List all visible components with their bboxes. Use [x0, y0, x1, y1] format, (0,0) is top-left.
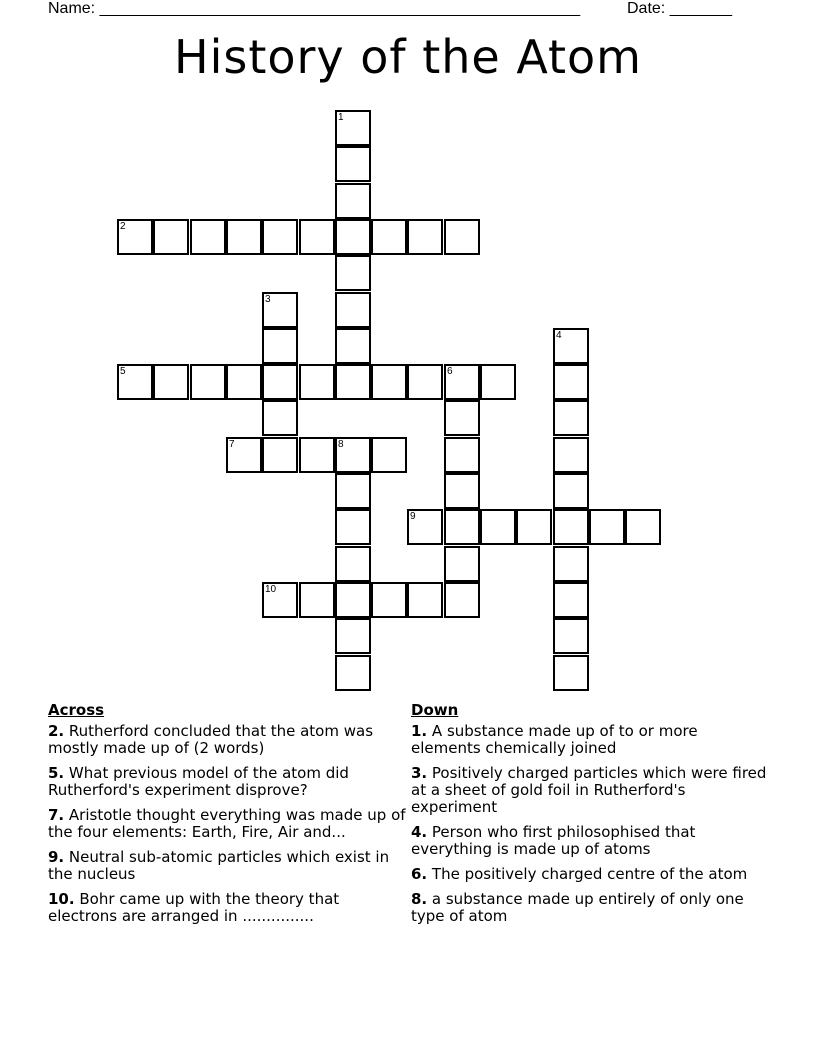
crossword-cell[interactable]	[335, 546, 371, 582]
date-label: Date: _______	[627, 0, 732, 17]
clue-text: Aristotle thought everything was made up of the four elements: Earth, Fire, Air and...	[48, 806, 406, 841]
crossword-cell[interactable]	[553, 364, 589, 400]
clue-number: 2.	[48, 722, 65, 740]
crossword-cell[interactable]	[117, 364, 153, 400]
crossword-cell[interactable]	[553, 328, 589, 364]
clue-number: 3.	[411, 764, 428, 782]
clue-number: 6	[447, 366, 453, 377]
clue-text: a substance made up entirely of only one type of atom	[411, 890, 744, 925]
clue-number: 4	[556, 330, 562, 341]
crossword-cell[interactable]	[480, 364, 516, 400]
clue-number: 5	[120, 366, 126, 377]
crossword-cell[interactable]	[299, 364, 335, 400]
crossword-cell[interactable]	[335, 183, 371, 219]
crossword-cell[interactable]	[117, 219, 153, 255]
clue-number: 9	[410, 511, 416, 522]
crossword-cell[interactable]	[335, 328, 371, 364]
clue-text: A substance made up of to or more elements chemically joined	[411, 722, 698, 757]
clue-number: 7	[229, 439, 235, 450]
crossword-cell[interactable]	[553, 582, 589, 618]
crossword-cell[interactable]	[153, 219, 189, 255]
name-label: Name: ______________________________________________________	[48, 0, 581, 17]
crossword-cell[interactable]	[371, 437, 407, 473]
crossword-cell[interactable]	[335, 582, 371, 618]
crossword-cell[interactable]	[407, 582, 443, 618]
clue-text: Bohr came up with the theory that electrons are arranged in ...............	[48, 890, 340, 925]
crossword-cell[interactable]	[262, 437, 298, 473]
crossword-cell[interactable]	[444, 582, 480, 618]
crossword-cell[interactable]	[335, 473, 371, 509]
down-clue-list	[411, 723, 771, 925]
crossword-cell[interactable]	[444, 509, 480, 545]
crossword-cell[interactable]	[335, 146, 371, 182]
crossword-cell[interactable]	[444, 400, 480, 436]
crossword-cell[interactable]	[553, 618, 589, 654]
crossword-cell[interactable]	[553, 400, 589, 436]
down-heading: Down	[411, 701, 459, 719]
crossword-cell[interactable]	[444, 364, 480, 400]
clue-number: 10.	[48, 890, 75, 908]
crossword-cell[interactable]	[299, 219, 335, 255]
crossword-cell[interactable]	[371, 219, 407, 255]
crossword-cell[interactable]	[262, 219, 298, 255]
clue-number: 7.	[48, 806, 65, 824]
clue-number: 4.	[411, 823, 428, 841]
crossword-cell[interactable]	[299, 582, 335, 618]
crossword-cell[interactable]	[262, 582, 298, 618]
crossword-cell[interactable]	[335, 255, 371, 291]
crossword-cell[interactable]	[625, 509, 661, 545]
across-clue	[48, 723, 408, 757]
crossword-cell[interactable]	[371, 582, 407, 618]
crossword-cell[interactable]	[190, 219, 226, 255]
crossword-cell[interactable]	[262, 400, 298, 436]
crossword-cell[interactable]	[262, 292, 298, 328]
clue-number: 6.	[411, 865, 428, 883]
crossword-cell[interactable]	[335, 618, 371, 654]
crossword-cell[interactable]	[516, 509, 552, 545]
crossword-cell[interactable]	[553, 546, 589, 582]
across-clue	[48, 807, 408, 841]
clue-number: 10	[265, 584, 277, 595]
down-clue	[411, 765, 771, 816]
clue-number: 5.	[48, 764, 65, 782]
clue-text: Rutherford concluded that the atom was mostly made up of (2 words)	[48, 722, 374, 757]
across-clue-list	[48, 723, 408, 925]
down-clue	[411, 824, 771, 858]
crossword-cell[interactable]	[407, 364, 443, 400]
clue-text: The positively charged centre of the atom	[427, 865, 748, 883]
crossword-cell[interactable]	[335, 219, 371, 255]
clue-number: 1.	[411, 722, 428, 740]
clue-number: 1	[338, 112, 344, 123]
crossword-cell[interactable]	[226, 437, 262, 473]
crossword-cell[interactable]	[335, 364, 371, 400]
crossword-cell[interactable]	[262, 364, 298, 400]
across-clues	[48, 702, 408, 933]
crossword-cell[interactable]	[444, 219, 480, 255]
crossword-cell[interactable]	[335, 655, 371, 691]
clue-number: 8.	[411, 890, 428, 908]
across-clue	[48, 765, 408, 799]
clue-text: Positively charged particles which were fired at a sheet of gold foil in Rutherford's experiment	[411, 764, 767, 816]
clue-number: 2	[120, 221, 126, 232]
across-heading: Across	[48, 701, 105, 719]
clue-number: 3	[265, 294, 271, 305]
down-clue	[411, 723, 771, 757]
crossword-cell[interactable]	[226, 364, 262, 400]
crossword-cell[interactable]	[407, 219, 443, 255]
crossword-cell[interactable]	[262, 328, 298, 364]
crossword-cell[interactable]	[553, 655, 589, 691]
crossword-cell[interactable]	[553, 509, 589, 545]
page-title: History of the Atom	[174, 30, 642, 84]
crossword-cell[interactable]	[444, 437, 480, 473]
header-row	[48, 0, 748, 20]
crossword-cell[interactable]	[589, 509, 625, 545]
crossword-cell[interactable]	[335, 509, 371, 545]
across-clue	[48, 849, 408, 883]
down-clue	[411, 866, 771, 883]
crossword-cell[interactable]	[371, 364, 407, 400]
clue-number: 8	[338, 439, 344, 450]
crossword-cell[interactable]	[335, 110, 371, 146]
clue-text: Neutral sub-atomic particles which exist in the nucleus	[48, 848, 390, 883]
clue-number: 9.	[48, 848, 65, 866]
crossword-cell[interactable]	[153, 364, 189, 400]
clue-text: What previous model of the atom did Rutherford's experiment disprove?	[48, 764, 349, 799]
crossword-cell[interactable]	[190, 364, 226, 400]
crossword-cell[interactable]	[226, 219, 262, 255]
crossword-cell[interactable]	[335, 437, 371, 473]
crossword-cell[interactable]	[553, 437, 589, 473]
across-clue	[48, 891, 408, 925]
crossword-cell[interactable]	[335, 292, 371, 328]
crossword-cell[interactable]	[444, 546, 480, 582]
crossword-cell[interactable]	[480, 509, 516, 545]
crossword-cell[interactable]	[299, 437, 335, 473]
crossword-cell[interactable]	[553, 473, 589, 509]
crossword-cell[interactable]	[444, 473, 480, 509]
crossword-cell[interactable]	[407, 509, 443, 545]
down-clue	[411, 891, 771, 925]
clue-text: Person who first philosophised that everything is made up of atoms	[411, 823, 696, 858]
down-clues	[411, 702, 771, 933]
